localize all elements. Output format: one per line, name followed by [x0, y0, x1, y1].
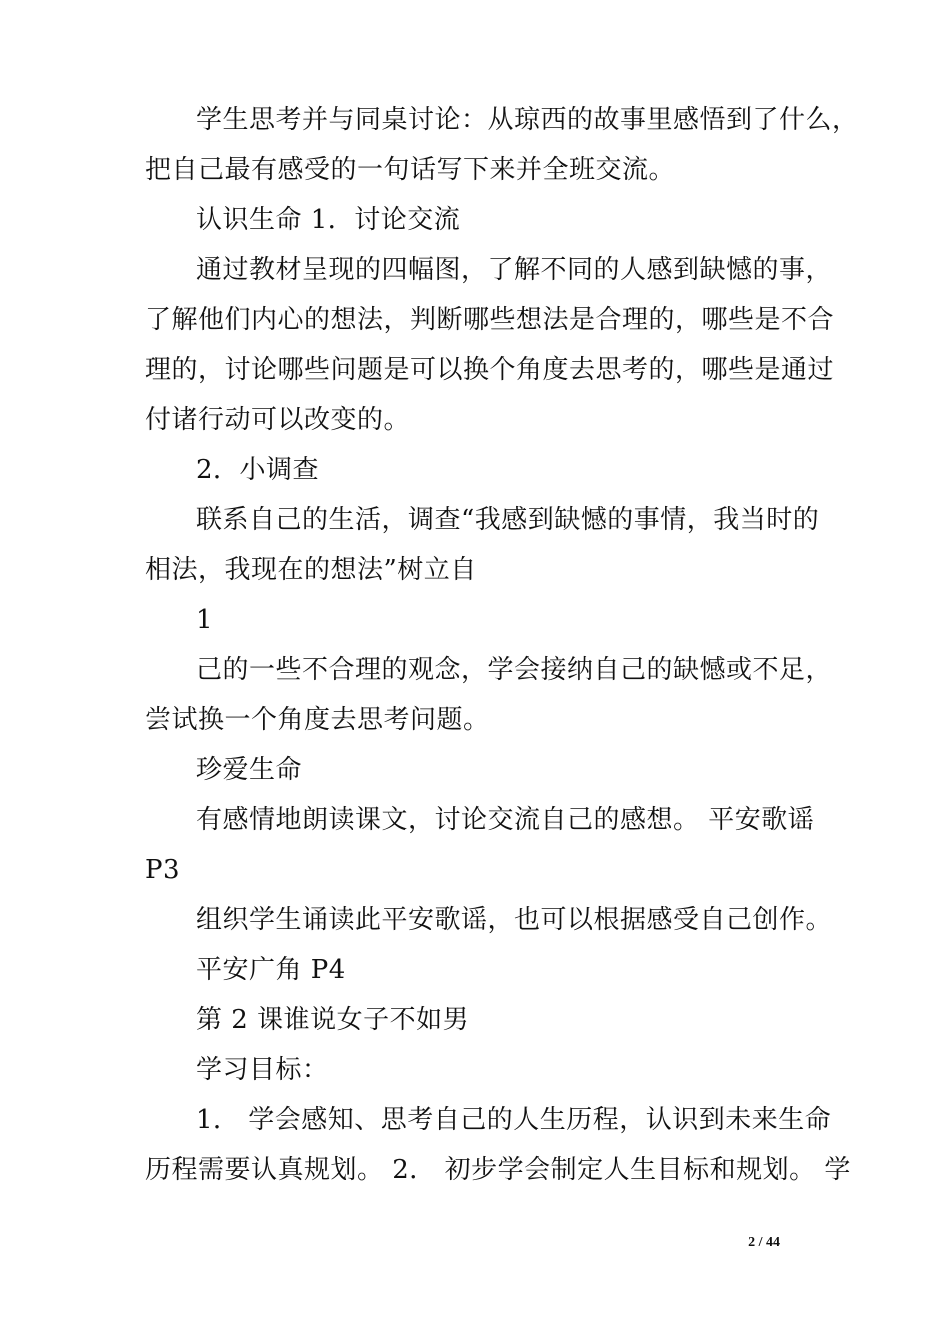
section-heading: 平安广角 P4	[196, 955, 346, 985]
text-line: 尝试换一个角度去思考问题。	[145, 705, 490, 735]
text-line: 1	[196, 605, 214, 635]
section-heading: 学习目标：	[196, 1055, 329, 1085]
lesson-title: 第 2 课谁说女子不如男	[196, 1005, 470, 1035]
text-line: 把自己最有感受的一句话写下来并全班交流。	[145, 155, 676, 185]
text-line: 历程需要认真规划。 2． 初步学会制定人生目标和规划。 学	[145, 1155, 851, 1185]
text-line: 己的一些不合理的观念，学会接纳自己的缺憾或不足，	[196, 655, 833, 685]
text-line: 组织学生诵读此平安歌谣，也可以根据感受自己创作。	[196, 905, 833, 935]
text-line: 理的，讨论哪些问题是可以换个角度去思考的，哪些是通过	[145, 355, 835, 385]
page-number: 2 / 44	[748, 1235, 780, 1250]
text-line: 相法，我现在的想法”树立自	[145, 555, 477, 585]
text-line: 了解他们内心的想法，判断哪些想法是合理的，哪些是不合	[145, 305, 835, 335]
text-line: P3	[145, 855, 181, 885]
section-heading: 2．小调查	[196, 455, 320, 485]
text-line: 学生思考并与同桌讨论：从琼西的故事里感悟到了什么，	[196, 105, 859, 135]
text-line: 有感情地朗读课文，讨论交流自己的感想。 平安歌谣	[196, 805, 815, 835]
section-heading: 认识生命 1．讨论交流	[196, 205, 461, 235]
text-line: 联系自己的生活，调查“我感到缺憾的事情，我当时的	[196, 505, 820, 535]
text-line: 付诸行动可以改变的。	[145, 405, 411, 435]
section-heading: 珍爱生命	[196, 755, 303, 785]
text-line: 通过教材呈现的四幅图，了解不同的人感到缺憾的事，	[196, 255, 833, 285]
text-line: 1． 学会感知、思考自己的人生历程，认识到未来生命	[196, 1105, 832, 1135]
